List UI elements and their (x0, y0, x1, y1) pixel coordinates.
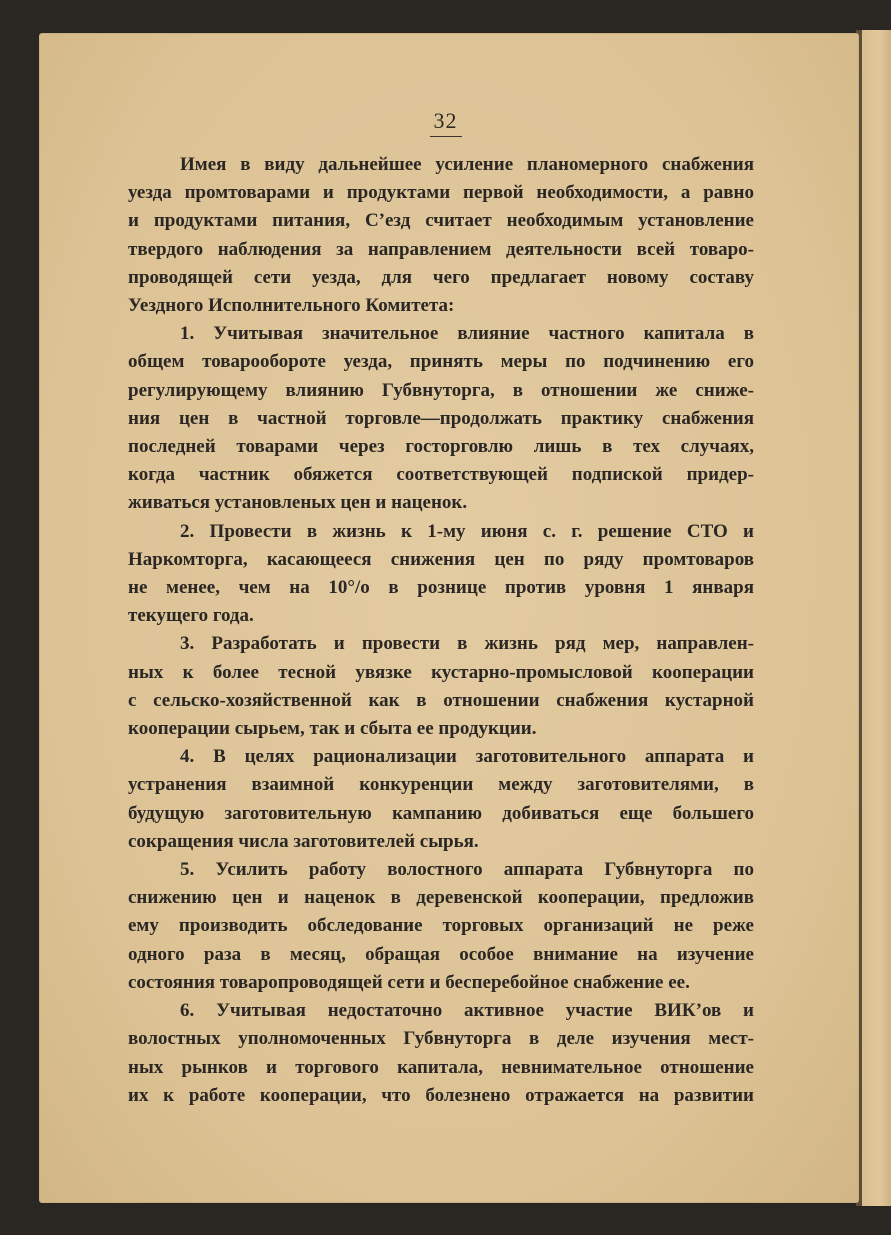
text-line: 2. Провести в жизнь к 1-му июня с. г. решение СТО и (180, 520, 754, 542)
text-line: когда частник обяжется соответствующей подпиской придер- (128, 464, 754, 486)
text-line: Уездного Исполнительного Комитета: (128, 295, 455, 317)
text-line: волостных уполномоченных Губвнуторга в деле изучения мест- (128, 1028, 754, 1050)
text-line: ных к более тесной увязке кустарно-промысловой кооперации (128, 661, 754, 683)
next-page-edge (862, 30, 891, 1206)
text-line: уезда промтоварами и продуктами первой необходимости, а равно (128, 182, 754, 204)
text-line: снижению цен и наценок в деревенской кооперации, предложив (128, 887, 754, 909)
text-line: ему производить обследование торговых организаций не реже (128, 915, 754, 937)
text-line: ния цен в частной торговле—продолжать практику снабжения (128, 407, 754, 429)
page-number (0, 108, 891, 137)
text-line: 1. Учитывая значительное влияние частного капитала в (180, 323, 754, 345)
text-line: текущего года. (128, 605, 254, 627)
paragraph (128, 630, 754, 743)
text-line: регулирующему влиянию Губвнуторга, в отношении же сниже- (128, 379, 754, 401)
text-line: с сельско-хозяйственной как в отношении снабжения кустарной (128, 689, 754, 711)
text-line: кооперации сырьем, так и сбыта ее продукции. (128, 718, 537, 740)
text-line: устранения взаимной конкуренции между заготовителями, в (128, 774, 754, 796)
text-line: 3. Разработать и провести в жизнь ряд мер, направлен- (180, 633, 754, 655)
paragraph (128, 856, 754, 997)
text-line: 4. В целях рационализации заготовительного аппарата и (180, 746, 754, 768)
text-line: одного раза в месяц, обращая особое внимание на изучение (128, 943, 754, 965)
text-line: 6. Учитывая недостаточно активное участие ВИК’ов и (180, 1000, 754, 1022)
paragraph (128, 151, 754, 320)
text-line: и продуктами питания, С’езд считает необходимым установление (128, 210, 754, 232)
text-line: их к работе кооперации, что болезнено отражается на развитии (128, 1084, 754, 1106)
page-number-text: 32 (430, 108, 462, 137)
text-line: Наркомторга, касающееся снижения цен по ряду промтоваров (128, 548, 754, 570)
text-line: твердого наблюдения за направлением деятельности всей товаро- (128, 238, 754, 260)
text-line: живаться установленых цен и наценок. (128, 492, 468, 514)
text-line: последней товарами через госторговлю лишь в тех случаях, (128, 436, 754, 458)
text-line: Имея в виду дальнейшее усиление планомерного снабжения (180, 154, 754, 175)
text-line: ных рынков и торгового капитала, невнимательное отношение (128, 1056, 754, 1078)
paragraph (128, 743, 754, 856)
text-line: 5. Усилить работу волостного аппарата Губвнуторга по (180, 859, 754, 881)
text-line: не менее, чем на 10°/о в рознице против уровня 1 января (128, 577, 754, 599)
paragraph (128, 997, 754, 1110)
text-line: сокращения числа заготовителей сырья. (128, 830, 479, 852)
text-line: общем товарообороте уезда, принять меры по подчинению его (128, 351, 754, 373)
paragraph (128, 518, 754, 631)
text-line: состояния товаропроводящей сети и бесперебойное снабжение ее. (128, 971, 690, 993)
text-line: проводящей сети уезда, для чего предлагает новому составу (128, 266, 754, 288)
text-line: будущую заготовительную кампанию добиваться еще большего (128, 802, 754, 824)
page-body-text (128, 151, 754, 1110)
paragraph (128, 320, 754, 517)
